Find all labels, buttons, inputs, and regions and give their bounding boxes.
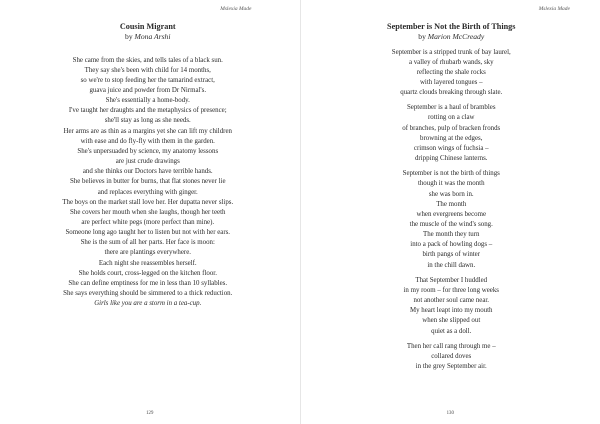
page-number: 129 (146, 411, 154, 416)
poem-line: I've taught her draughts and the metaphysics of presence; (68, 107, 227, 115)
poem-line: crimson wings of fuchsia – (413, 144, 489, 152)
page-number: 130 (446, 411, 454, 416)
poem-author: Marion McCready (427, 32, 485, 41)
poem-line: though it was the month (417, 180, 485, 188)
poem-line: a valley of rhubarb wands, sky (408, 58, 494, 66)
poem-line: in my room – for three long weeks (403, 286, 499, 294)
poem-line: so we're to stop feeding her the tamarind extract, (80, 76, 215, 84)
poem-lines (325, 48, 579, 373)
poem-line: and replaces everything with ginger. (97, 188, 198, 196)
poem-line: Someone long ago taught her to listen but not with her ears. (65, 229, 231, 237)
poem-stanza (325, 169, 579, 271)
poem-line: September is a stripped trunk of bay laurel, (391, 48, 511, 56)
running-head-right: Mslexia Made (538, 6, 570, 12)
poem-line: the muscle of the wind's song. (409, 221, 493, 228)
poem-line: browning at the edges, (420, 134, 483, 142)
poem-line: She holds court, cross-legged on the kitchen floor. (78, 269, 217, 277)
poem-line: Her arms are as thin as a margins yet she can lift my children (63, 127, 232, 135)
poem-line: there are plantings everywhere. (104, 249, 191, 257)
poem-line: She is the sum of all her parts. Her face is moon: (80, 239, 215, 247)
poem-line: quiet as a doll. (431, 327, 472, 335)
poem-line: birth pangs of winter (422, 251, 481, 259)
poem-line: They say she's been with child for 14 months, (84, 66, 211, 74)
right-page (301, 0, 600, 424)
poem-author: Mona Arshi (134, 32, 171, 41)
poem-stanza (325, 103, 579, 164)
poem-cousin-migrant (0, 22, 300, 309)
poem-line: My heart leapt into my mouth (410, 307, 493, 315)
poem-line: dripping Chinese lanterns. (414, 155, 488, 163)
byline-by: by (418, 32, 426, 41)
running-head-left: Mslexia Made (220, 6, 252, 12)
poem-line: and she thinks our Doctors have terrible hands. (82, 168, 213, 176)
poem-line: when she slipped out (422, 317, 481, 325)
poem-line: September is not the birth of things (402, 170, 500, 178)
poem-line: in the grey September air. (415, 363, 487, 371)
poem-stanza (325, 342, 579, 372)
poem-line: into a pack of howling dogs – (410, 241, 493, 249)
poem-title: September is Not the Birth of Things (387, 22, 516, 31)
poem-byline (325, 32, 579, 42)
poem-line: She believes in butter for burns, that flat stones never lie (69, 178, 226, 186)
poem-line: of branches, pulp of bracken fronds (402, 124, 501, 132)
poem-line: not another soul came near. (413, 297, 490, 305)
poem-line: The month (436, 200, 467, 208)
poem-september (301, 22, 600, 377)
poem-line: are perfect white pegs (more perfect than mine). (81, 219, 215, 226)
poem-line: She's unpersuaded by science, my anatomy lessons (77, 147, 219, 155)
poem-line: Each night she reassembles herself. (98, 259, 197, 267)
poem-lines (22, 56, 274, 310)
poem-line: are just crude drawings (115, 158, 180, 166)
poem-line: The month they turn (423, 231, 480, 239)
poem-line: with ease and do fly-fly with them in the garden. (80, 137, 215, 145)
poem-line: That September I huddled (415, 276, 488, 284)
poem-stanza (325, 276, 579, 337)
poem-line: guava juice and powder from Dr Nirmal's. (89, 86, 207, 94)
poem-line: reflecting the shale rocks (416, 68, 486, 76)
poem-byline (22, 32, 274, 42)
poem-line: She says everything should be simmered to a thick reduction. (63, 290, 233, 298)
poem-line: She covers her mouth when she laughs, though her teeth (70, 208, 226, 216)
poem-line: The boys on the market stall love her. Her dupatta never slips. (62, 198, 234, 206)
poem-line: quartz clouds breaking through slate. (400, 89, 503, 97)
poem-line: rotting on a claw (428, 114, 475, 122)
poem-line: when evergreens become (416, 210, 486, 218)
poem-line: she'll stay as long as she needs. (104, 117, 191, 125)
poem-line: She's essentially a home-body. (105, 97, 190, 105)
poem-line: collared doves (431, 352, 472, 360)
byline-by: by (125, 32, 133, 41)
poem-line: Girls like you are a storm in a tea-cup. (94, 300, 202, 308)
poem-line: September is a haul of brambles (406, 104, 496, 112)
poem-line: Then her call rang through me – (406, 342, 496, 350)
poem-line: with layered tongues – (419, 78, 483, 86)
poem-stanza (325, 48, 579, 99)
poem-line: She came from the skies, and tells tales of a black sun. (72, 56, 223, 64)
poem-line: in the chill dawn. (427, 261, 476, 269)
poem-line: she was born in. (428, 190, 474, 198)
poem-title: Cousin Migrant (119, 22, 176, 31)
poem-line: She can define emptiness for me in less than 10 syllables. (68, 279, 228, 287)
